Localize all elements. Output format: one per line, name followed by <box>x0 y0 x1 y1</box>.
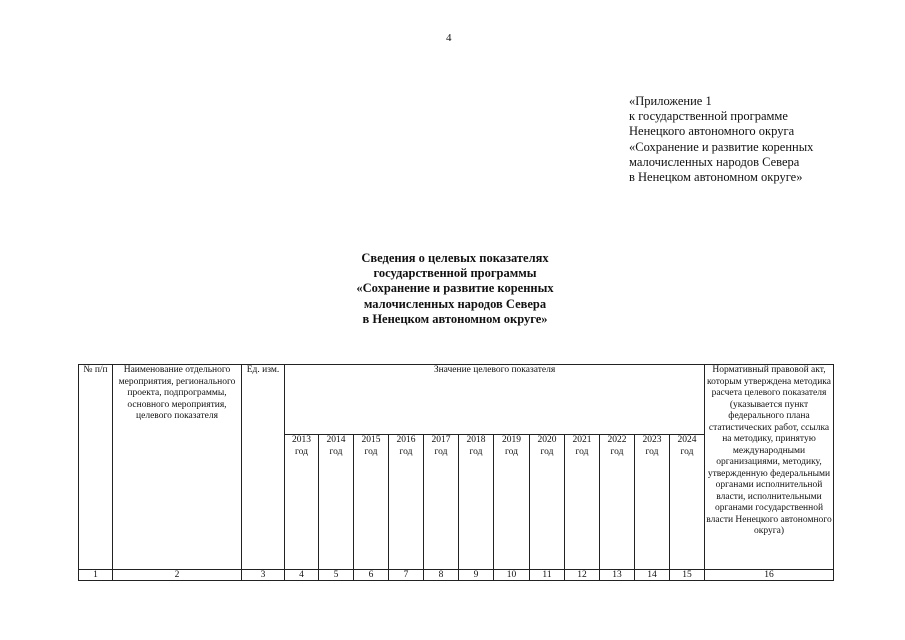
header-year-2016 <box>389 435 424 570</box>
year-label: 2014 <box>326 435 346 446</box>
title-line: «Сохранение и развитие коренных <box>356 281 554 296</box>
header-col-legal-act: Нормативный правовой акт, которым утверждена методика расчета целевого показателя (указывается пункт федерального плана статистических работ, ссылка на методику, принятую международными организациями, методику, утвержденную федеральными органами исполнительной власти, исполнительными органами государственной власти Ненецкого автономного округа) <box>705 365 834 570</box>
header-year-2018 <box>459 435 494 570</box>
year-label: 2015 <box>361 435 381 446</box>
header-values-group: Значение целевого показателя <box>285 365 705 435</box>
document-title <box>305 251 605 327</box>
year-label: 2022 <box>607 435 627 446</box>
column-number-cell: 5 <box>319 570 354 581</box>
appendix-line: Ненецкого автономного округа <box>629 124 795 139</box>
year-label: 2024 <box>677 435 697 446</box>
appendix-line: в Ненецком автономном округе» <box>629 170 803 185</box>
appendix-header <box>629 94 813 185</box>
appendix-line: «Сохранение и развитие коренных <box>629 139 814 154</box>
header-year-2014 <box>319 435 354 570</box>
year-suffix: год <box>645 446 659 457</box>
header-year-2024 <box>670 435 705 570</box>
header-year-2013 <box>285 435 319 570</box>
year-label: 2017 <box>431 435 451 446</box>
column-number-cell: 8 <box>424 570 459 581</box>
year-suffix: год <box>329 446 343 457</box>
year-suffix: год <box>295 446 308 457</box>
appendix-line: малочисленных народов Севера <box>629 154 800 169</box>
year-suffix: год <box>610 446 624 457</box>
year-label: 2018 <box>466 435 486 446</box>
year-suffix: год <box>469 446 483 457</box>
year-label: 2021 <box>572 435 592 446</box>
column-number-cell: 7 <box>389 570 424 581</box>
header-year-2021 <box>565 435 600 570</box>
year-suffix: год <box>540 446 554 457</box>
year-suffix: год <box>434 446 448 457</box>
year-suffix: год <box>505 446 518 457</box>
title-line: Сведения о целевых показателях <box>361 251 549 265</box>
table-header-row <box>79 365 834 435</box>
year-suffix: год <box>680 446 694 457</box>
year-label: 2020 <box>537 435 557 446</box>
year-suffix: год <box>575 446 589 457</box>
title-line: малочисленных народов Севера <box>363 296 547 311</box>
year-label: 2023 <box>642 435 662 446</box>
column-number-cell: 9 <box>459 570 494 581</box>
year-label: 2016 <box>396 435 416 446</box>
title-line: в Ненецком автономном округе» <box>362 311 548 326</box>
appendix-line: «Приложение 1 <box>629 94 712 108</box>
column-number-cell: 4 <box>285 570 319 581</box>
indicators-table <box>78 364 834 581</box>
header-year-2019 <box>494 435 530 570</box>
title-line: государственной программы <box>373 266 537 281</box>
year-suffix: год <box>399 446 413 457</box>
column-number-cell: 1 <box>79 570 113 581</box>
header-year-2015 <box>354 435 389 570</box>
column-number-cell: 6 <box>354 570 389 581</box>
header-year-2017 <box>424 435 459 570</box>
appendix-line: к государственной программе <box>629 109 788 124</box>
page-number: 4 <box>446 32 452 44</box>
header-year-2023 <box>635 435 670 570</box>
table-column-numbers-row <box>79 570 834 581</box>
column-number-cell: 12 <box>565 570 600 581</box>
column-number-cell: 13 <box>600 570 635 581</box>
header-year-2020 <box>530 435 565 570</box>
year-label: 2013 <box>292 435 311 446</box>
column-number-cell: 3 <box>242 570 285 581</box>
year-label: 2019 <box>502 435 521 446</box>
column-number-cell: 11 <box>530 570 565 581</box>
column-number-cell: 15 <box>670 570 705 581</box>
column-number-cell: 2 <box>113 570 242 581</box>
column-number-cell: 16 <box>705 570 834 581</box>
header-year-2022 <box>600 435 635 570</box>
year-suffix: год <box>364 446 378 457</box>
header-col-unit: Ед. изм. <box>242 365 285 570</box>
column-number-cell: 14 <box>635 570 670 581</box>
column-number-cell: 10 <box>494 570 530 581</box>
header-col-number: № п/п <box>79 365 113 570</box>
header-col-name: Наименование отдельного мероприятия, регионального проекта, подпрограммы, основного мероприятия, целевого показателя <box>113 365 242 570</box>
